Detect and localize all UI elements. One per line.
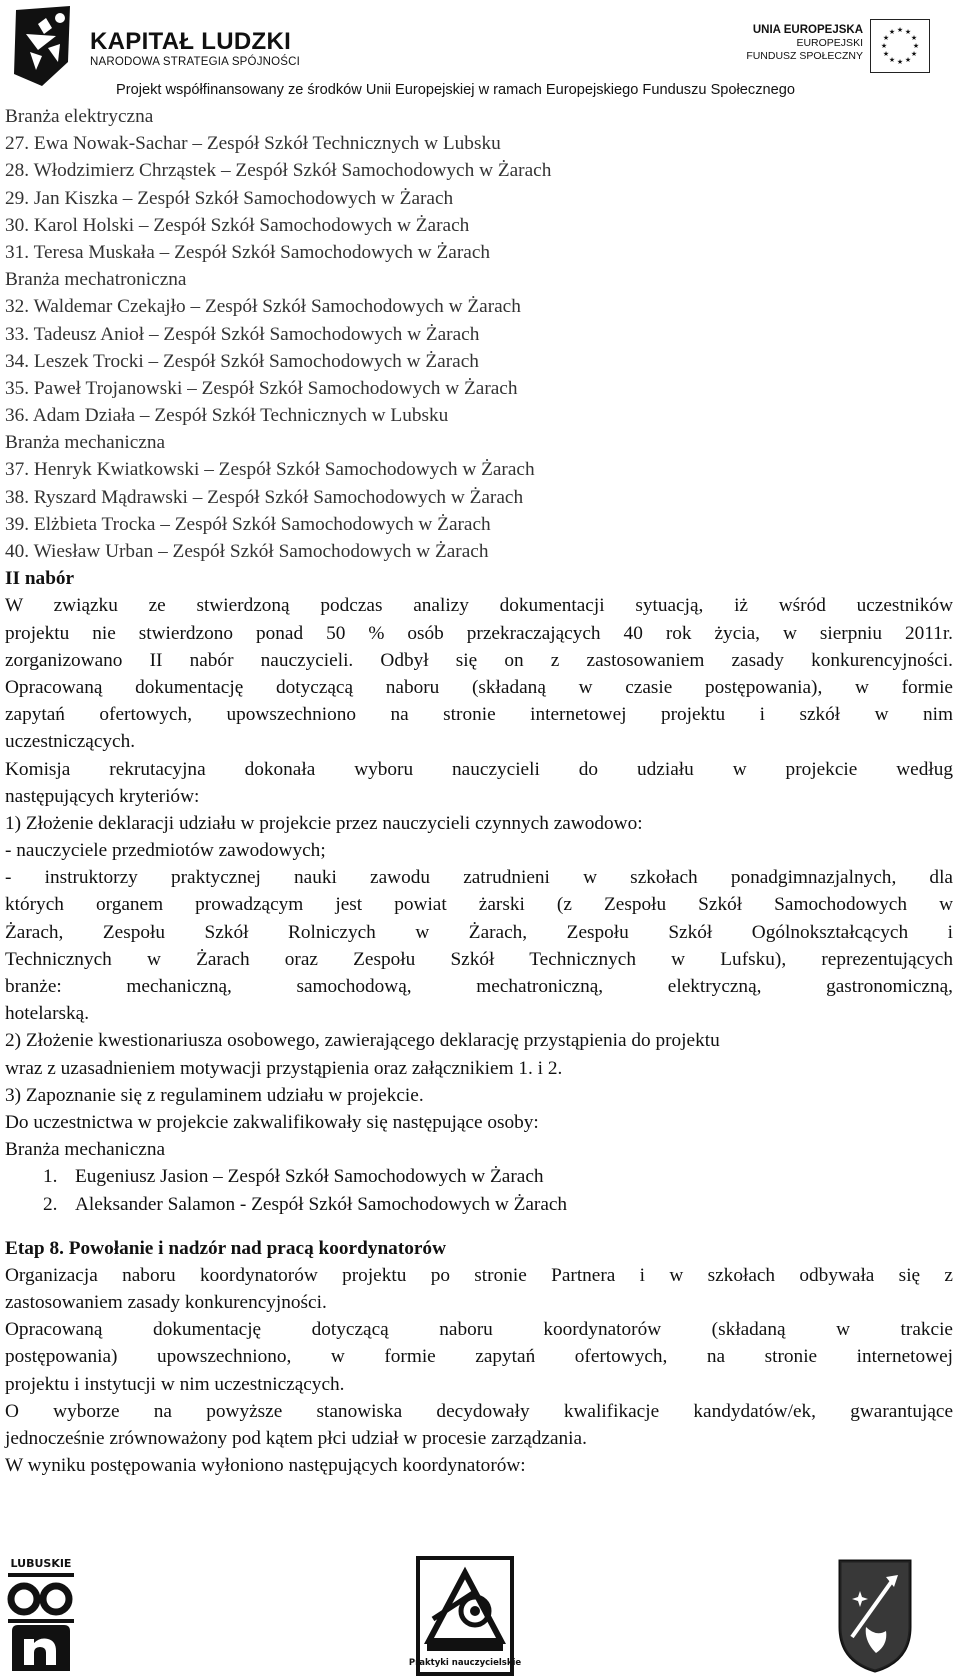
- section-heading: Branża mechaniczna: [5, 1139, 166, 1161]
- svg-text:★: ★: [910, 50, 918, 58]
- list-number: 1.: [43, 1166, 58, 1188]
- svg-text:★: ★: [912, 42, 920, 50]
- eu-flag-icon: [870, 19, 930, 73]
- kapital-ludzki-logo: [8, 4, 78, 88]
- heading-second-recruitment: II nabór: [5, 568, 75, 590]
- eu-label-line1: UNIA EUROPEJSKA: [752, 24, 863, 36]
- svg-text:★: ★: [880, 42, 888, 50]
- svg-text:★: ★: [896, 26, 904, 34]
- criteria-item: - nauczyciele przedmiotów zawodowych;: [5, 840, 326, 862]
- paragraph-line: uczestniczących.: [5, 731, 136, 753]
- svg-text:★: ★: [910, 34, 918, 42]
- pn-logo-text: Praktyki nauczycielskie: [408, 1658, 522, 1668]
- list-item: 29. Jan Kiszka – Zespół Szkół Samochodowych w Żarach: [5, 187, 454, 209]
- document-body: [5, 103, 953, 1479]
- list-item: 27. Ewa Nowak-Sachar – Zespół Szkół Technicznych w Lubsku: [5, 133, 501, 155]
- section-heading: Branża mechaniczna: [5, 432, 166, 454]
- list-item: 40. Wiesław Urban – Zespół Szkół Samochodowych w Żarach: [5, 541, 489, 562]
- svg-text:★: ★: [888, 56, 896, 64]
- criteria-item: 3) Zapoznanie się z regulaminem udziału w projekcie.: [5, 1084, 424, 1106]
- svg-text:★: ★: [904, 28, 912, 36]
- list-item: 30. Karol Holski – Zespół Szkół Samochodowych w Żarach: [5, 214, 470, 236]
- eu-label: [746, 24, 863, 63]
- paragraph-line: wraz z uzasadnieniem motywacji przystąpienia oraz załącznikiem 1. i 2.: [5, 1057, 563, 1079]
- paragraph-line: branże: mechaniczną, samochodową, mechatroniczną, elektryczną, gastronomiczną,: [5, 976, 953, 997]
- section-heading: Branża mechatroniczna: [5, 269, 187, 291]
- paragraph-line: W związku ze stwierdzoną podczas analizy dokumentacji sytuacją, iż wśród uczestników: [5, 595, 953, 617]
- paragraph-line: hotelarską.: [5, 1003, 90, 1025]
- list-text: Aleksander Salamon - Zespół Szkół Samochodowych w Żarach: [75, 1193, 568, 1215]
- kl-title: KAPITAŁ LUDZKI: [90, 28, 292, 55]
- list-item: [5, 1163, 953, 1190]
- paragraph-line: Opracowaną dokumentację dotyczącą naboru koordynatorów (składaną w trakcie: [5, 1319, 953, 1341]
- svg-text:★: ★: [882, 50, 890, 58]
- list-item: 36. Adam Działa – Zespół Szkół Technicznych w Lubsku: [5, 405, 449, 427]
- list-item: 28. Włodzimierz Chrząstek – Zespół Szkół Samochodowych w Żarach: [5, 160, 552, 182]
- criteria-item: 1) Złożenie deklaracji udziału w projekcie przez nauczycieli czynnych zawodowo:: [5, 812, 643, 834]
- svg-text:★: ★: [896, 58, 904, 66]
- lubuskie-logo: [6, 1555, 76, 1673]
- list-item: 32. Waldemar Czekajło – Zespół Szkół Samochodowych w Żarach: [5, 296, 521, 318]
- paragraph-line: Komisja rekrutacyjna dokonała wyboru nauczycieli do udziału w projekcie według: [5, 758, 953, 780]
- paragraph-line: Opracowaną dokumentację dotyczącą naboru (składaną w czasie postępowania), w formie: [5, 676, 953, 698]
- paragraph-line: zastosowaniem zasady konkurencyjności.: [5, 1292, 327, 1314]
- criteria-item: 2) Złożenie kwestionariusza osobowego, zawierającego deklarację przystąpienia do projektu: [5, 1030, 720, 1052]
- paragraph-line: Organizacja naboru koordynatorów projektu po stronie Partnera i w szkołach odbywała się z: [5, 1264, 953, 1286]
- page-header: [0, 0, 960, 106]
- list-number: 2.: [43, 1193, 58, 1215]
- praktyki-nauczycielskie-logo: [408, 1555, 522, 1677]
- paragraph-line: - instruktorzy praktycznej nauki zawodu zatrudnieni w szkołach ponadgimnazjalnych, dla: [5, 867, 953, 889]
- lubuskie-logo-text: LUBUSKIE: [10, 1557, 72, 1570]
- page-footer: [0, 1555, 960, 1679]
- list-item: 34. Leszek Trocki – Zespół Szkół Samochodowych w Żarach: [5, 350, 479, 372]
- kl-subtitle: NARODOWA STRATEGIA SPÓJNOŚCI: [90, 56, 301, 68]
- paragraph-line: jednocześnie zrównoważony pod kątem płci udział w procesie zarządzania.: [5, 1428, 587, 1449]
- svg-text:★: ★: [882, 34, 890, 42]
- list-item: 31. Teresa Muskała – Zespół Szkół Samochodowych w Żarach: [5, 241, 491, 263]
- list-item: 33. Tadeusz Anioł – Zespół Szkół Samochodowych w Żarach: [5, 323, 480, 345]
- paragraph-line: projektu nie stwierdzono ponad 50 % osób przekraczających 40 rok życia, w sierpniu 2011r.: [5, 622, 953, 644]
- svg-text:★: ★: [888, 28, 896, 36]
- paragraph-line: których organem prowadzącym jest powiat żarski (z Zespołu Szkół Samochodowych w: [5, 894, 953, 916]
- coat-of-arms-icon: [836, 1557, 914, 1673]
- paragraph-line: zapytań ofertowych, upowszechniono na stronie internetowej projektu i szkół w nim: [5, 704, 953, 726]
- paragraph-line: zorganizowano II nabór nauczycieli. Odbył się on z zastosowaniem zasady konkurencyjności.: [5, 649, 953, 671]
- spacer: [5, 1218, 953, 1235]
- paragraph-line: projektu i instytucji w nim uczestniczących.: [5, 1373, 345, 1395]
- list-item: 37. Henryk Kwiatkowski – Zespół Szkół Samochodowych w Żarach: [5, 459, 535, 481]
- list-text: Eugeniusz Jasion – Zespół Szkół Samochodowych w Żarach: [75, 1166, 544, 1188]
- paragraph-line: Żarach, Zespołu Szkół Rolniczych w Żarach, Zespołu Szkół Ogólnokształcących i: [5, 921, 953, 943]
- eu-label-line3: FUNDUSZ SPOŁECZNY: [746, 50, 863, 62]
- heading-stage-8: Etap 8. Powołanie i nadzór nad pracą koordynatorów: [5, 1237, 447, 1259]
- eu-label-line2: EUROPEJSKI: [796, 37, 863, 49]
- paragraph-line: Do uczestnictwa w projekcie zakwalifikowały się następujące osoby:: [5, 1111, 539, 1133]
- paragraph-line: Technicznych w Żarach oraz Zespołu Szkół Technicznych w Lufsku), reprezentujących: [5, 948, 953, 970]
- paragraph-line: W wyniku postępowania wyłoniono następujących koordynatorów:: [5, 1455, 526, 1477]
- section-heading: Branża elektryczna: [5, 106, 154, 127]
- project-cofinancing-line: Projekt współfinansowany ze środków Unii Europejskiej w ramach Europejskiego Funduszu Społecznego: [116, 82, 795, 98]
- paragraph-line: następujących kryteriów:: [5, 785, 200, 807]
- list-item: [5, 1191, 953, 1218]
- list-item: 35. Paweł Trojanowski – Zespół Szkół Samochodowych w Żarach: [5, 377, 518, 399]
- list-item: 39. Elżbieta Trocka – Zespół Szkół Samochodowych w Żarach: [5, 513, 491, 535]
- paragraph-line: postępowania) upowszechniono, w formie zapytań ofertowych, na stronie internetowej: [5, 1346, 953, 1368]
- svg-text:★: ★: [904, 56, 912, 64]
- paragraph-line: O wyborze na powyższe stanowiska decydowały kwalifikacje kandydatów/ek, gwarantujące: [5, 1400, 953, 1422]
- list-item: 38. Ryszard Mądrawski – Zespół Szkół Samochodowych w Żarach: [5, 486, 524, 508]
